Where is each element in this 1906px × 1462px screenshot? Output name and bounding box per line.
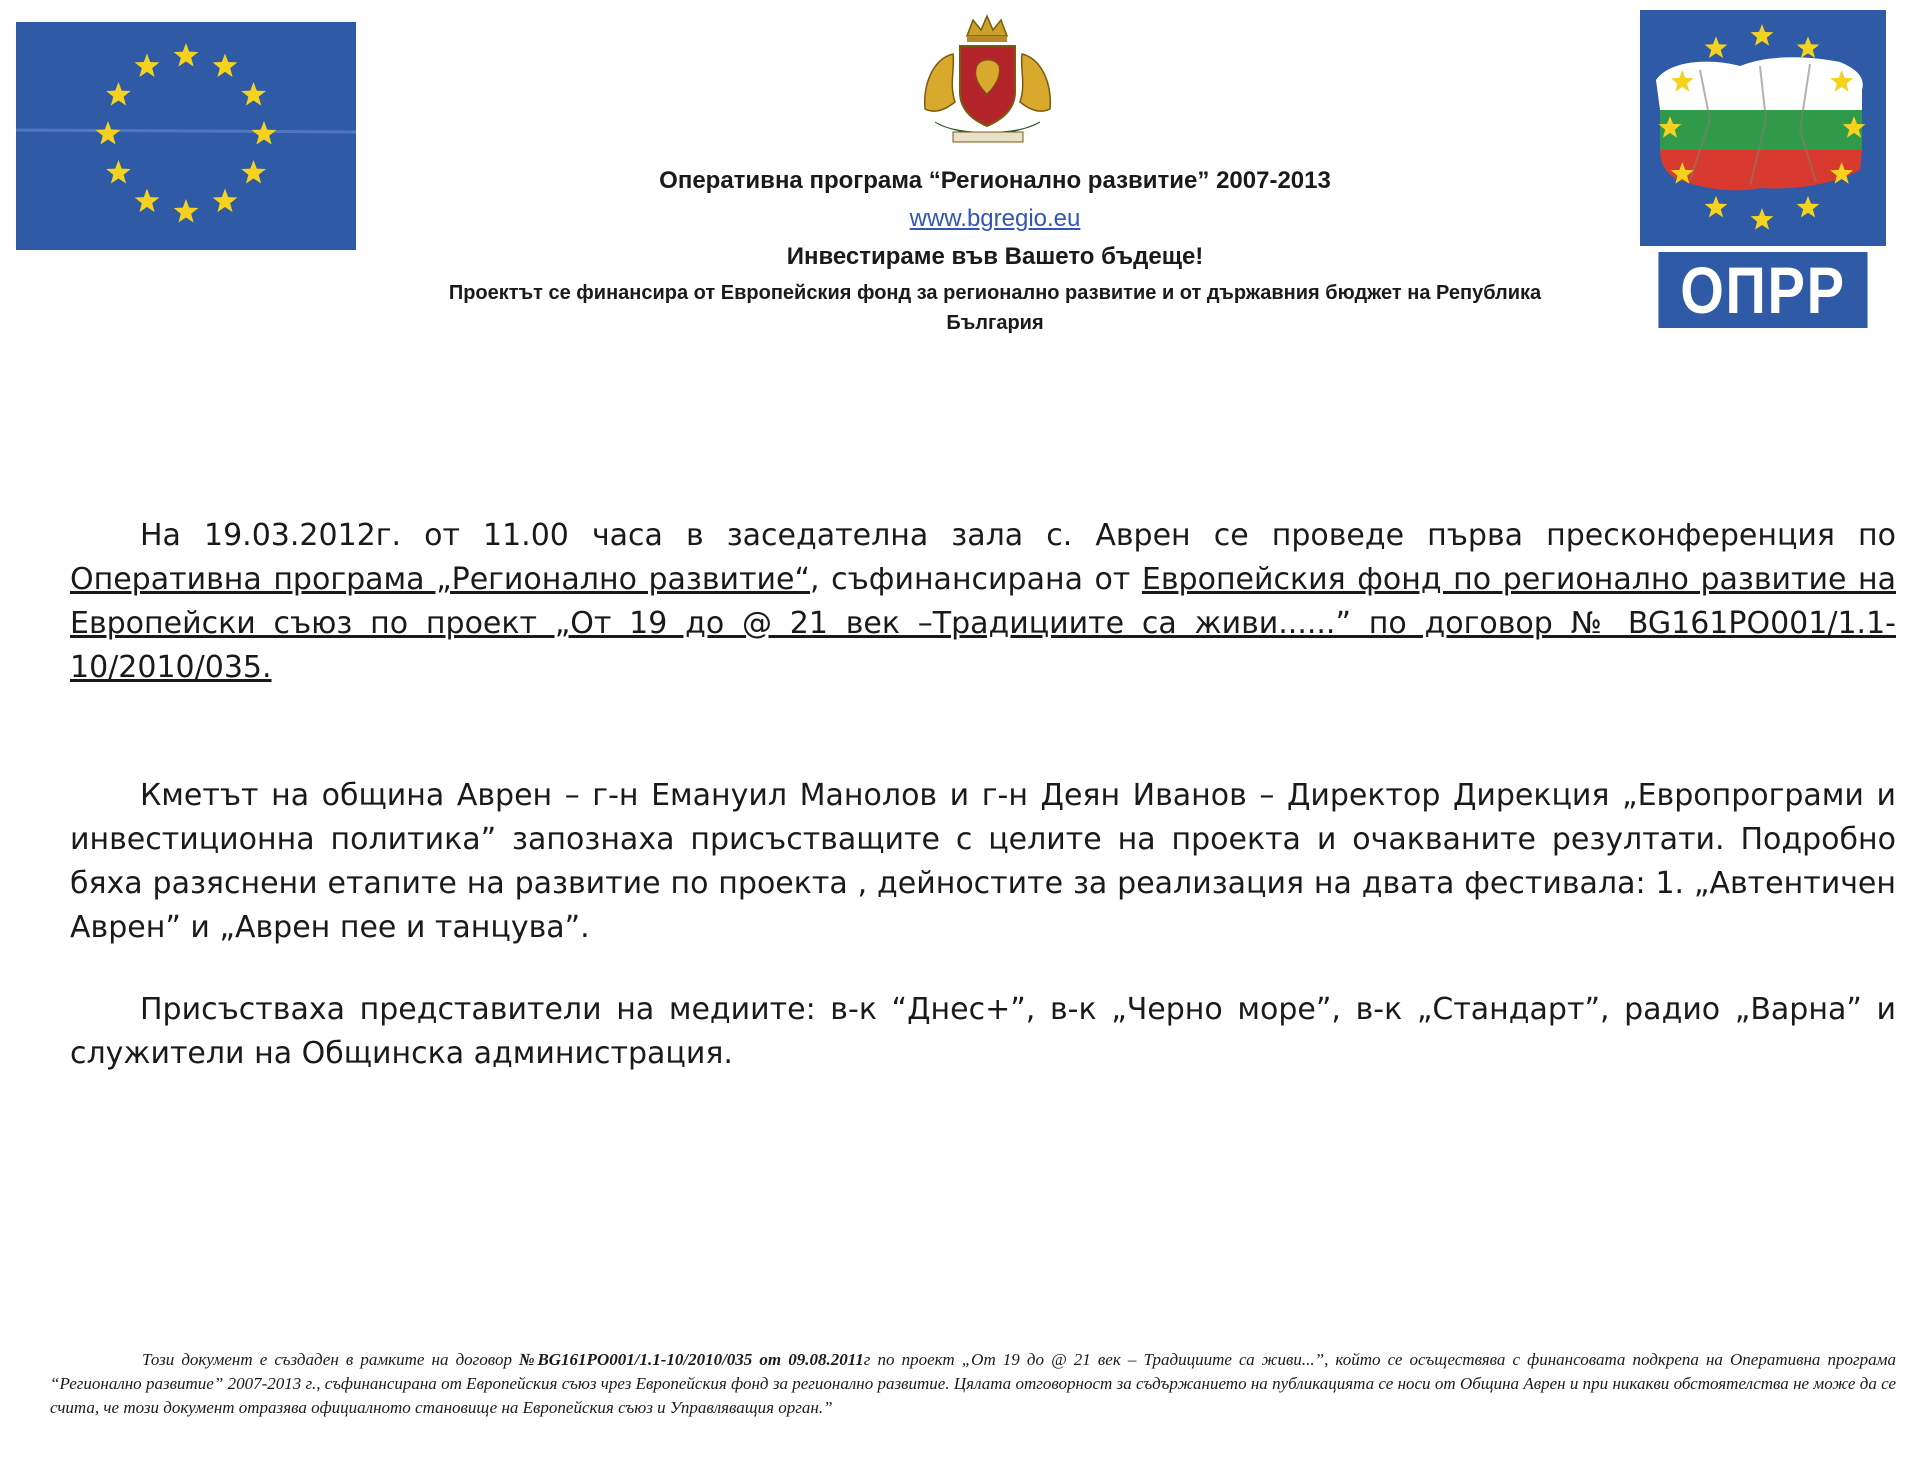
paragraph-2-text: Кметът на община Аврен – г-н Емануил Манолов и г-н Деян Иванов – Директор Дирекция „Европрограми и инвестиционна политика” запознаха присъстващите с целите на проекта и очакваните резултати. Подробно бяха разяснени етапите на развитие по проекта , дейностите за реализация на двата фестивала: 1. „Автентичен Аврен” и „Аврен пее и танцува”. [70,778,1896,945]
paragraph-1-middle: , съфинансирана от [810,562,1142,597]
coat-of-arms-logo [915,14,1060,146]
slogan: Инвестираме във Вашето бъдеще! [786,243,1204,270]
program-title: Оперативна програма “Регионално развитие” 2007-2013 [659,167,1331,194]
header [370,166,1620,338]
paragraph-1 [70,514,1896,690]
bulgaria-map-icon [1640,10,1886,246]
website-link[interactable]: www.bgregio.eu [909,205,1081,232]
oprr-logo [1640,10,1886,328]
paragraph-3 [70,988,1896,1076]
paragraph-3-text: Присъстваха представители на медиите: в-к “Днес+”, в-к „Черно море”, в-к „Стандарт”, радио „Варна” и служители на Общинска администрация. [70,992,1896,1071]
footer-part-a: Този документ е създаден в рамките на договор [142,1350,520,1369]
footer-contract: №BG161PO001/1.1-10/2010/035 от 09.08.2011 [519,1350,864,1369]
bulgarian-coat-of-arms-icon [915,14,1060,146]
funding-note [370,278,1620,338]
funding-line-1: Проектът се финансира от Европейския фонд за регионално развитие и от държавния бюджет на Република [448,282,1542,304]
program-name-underlined: Оперативна програма „Регионално развитие“ [70,562,811,597]
oprr-label: ОПРР [1658,252,1867,328]
fund-project-underlined: Европейския фонд по регионално развитие на Европейски съюз по проект „От 19 до @ 21 век –Традициите са живи......” по договор № BG161PO001/1.1-10/2010/035. [70,562,1896,685]
eu-flag-icon [16,22,356,250]
footer-part-c: г по проект „От 19 до @ 21 век – Традициите са живи...”, който се осъществява с финансовата подкрепа на Оперативна програма “Регионално развитие” 2007-2013 г., съфинансирана от Европейския съюз чрез Европейския фонд за регионално развитие. Цялата отговорност за съдържанието на публикацията се носи от Община Аврен и при никакви обстоятелства не може да се счита, че този документ отразява официалното становище на Европейския съюз и Управляващия орган.” [50,1350,1896,1417]
eu-flag-logo [16,22,356,250]
paragraph-1-intro: На 19.03.2012г. от 11.00 часа в заседателна зала с. Аврен се проведе първа пресконференция по [140,518,1896,553]
paragraph-2 [70,774,1896,950]
oprr-map [1640,10,1886,246]
footer-disclaimer [50,1348,1896,1420]
funding-line-2: България [946,312,1044,334]
